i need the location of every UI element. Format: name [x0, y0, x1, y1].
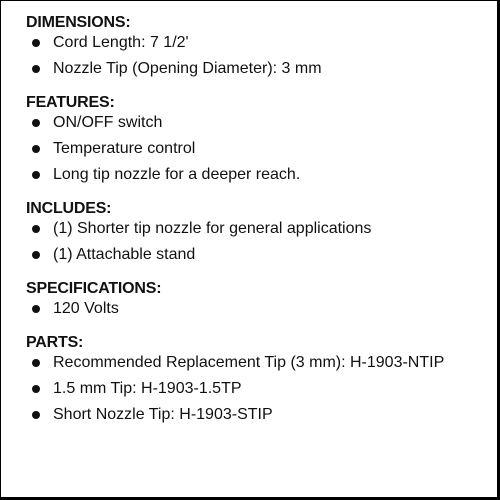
section-includes — [26, 199, 466, 265]
list-item-text: Recommended Replacement Tip (3 mm): H-1903-NTIP — [53, 354, 445, 371]
bullet-icon — [32, 411, 40, 419]
list-item-text: 120 Volts — [53, 300, 119, 317]
list-item — [26, 299, 466, 319]
list-item-text: Temperature control — [53, 140, 196, 157]
list-item-text: ON/OFF switch — [53, 114, 163, 131]
bullet-icon — [32, 385, 40, 393]
bullet-icon — [32, 145, 40, 153]
list-item — [26, 33, 466, 53]
product-spec-list — [26, 13, 466, 439]
bullet-list — [26, 113, 466, 185]
bullet-icon — [32, 39, 40, 47]
section-heading: SPECIFICATIONS: — [26, 280, 162, 297]
list-item — [26, 219, 466, 239]
bullet-icon — [32, 225, 40, 233]
bullet-icon — [32, 171, 40, 179]
bullet-list — [26, 299, 466, 319]
section-specifications — [26, 279, 466, 319]
bullet-list — [26, 219, 466, 265]
bullet-icon — [32, 305, 40, 313]
list-item-text: 1.5 mm Tip: H-1903-1.5TP — [53, 380, 242, 397]
list-item — [26, 59, 466, 79]
section-features — [26, 93, 466, 185]
list-item — [26, 165, 466, 185]
list-item — [26, 353, 466, 373]
bullet-list — [26, 353, 466, 425]
bullet-icon — [32, 119, 40, 127]
bullet-icon — [32, 65, 40, 73]
list-item — [26, 405, 466, 425]
list-item-text: Nozzle Tip (Opening Diameter): 3 mm — [53, 60, 322, 77]
list-item-text: Cord Length: 7 1/2' — [53, 34, 189, 51]
list-item-text: Long tip nozzle for a deeper reach. — [53, 166, 301, 183]
section-parts — [26, 333, 466, 425]
list-item-text: (1) Shorter tip nozzle for general applications — [53, 220, 372, 237]
section-heading: DIMENSIONS: — [26, 14, 131, 31]
bullet-icon — [32, 359, 40, 367]
section-heading: PARTS: — [26, 334, 84, 351]
list-item — [26, 379, 466, 399]
section-heading: FEATURES: — [26, 94, 115, 111]
list-item — [26, 139, 466, 159]
bullet-list — [26, 33, 466, 79]
section-dimensions — [26, 13, 466, 79]
list-item-text: (1) Attachable stand — [53, 246, 196, 263]
list-item-text: Short Nozzle Tip: H-1903-STIP — [53, 406, 273, 423]
section-heading: INCLUDES: — [26, 200, 112, 217]
list-item — [26, 245, 466, 265]
list-item — [26, 113, 466, 133]
bullet-icon — [32, 251, 40, 259]
